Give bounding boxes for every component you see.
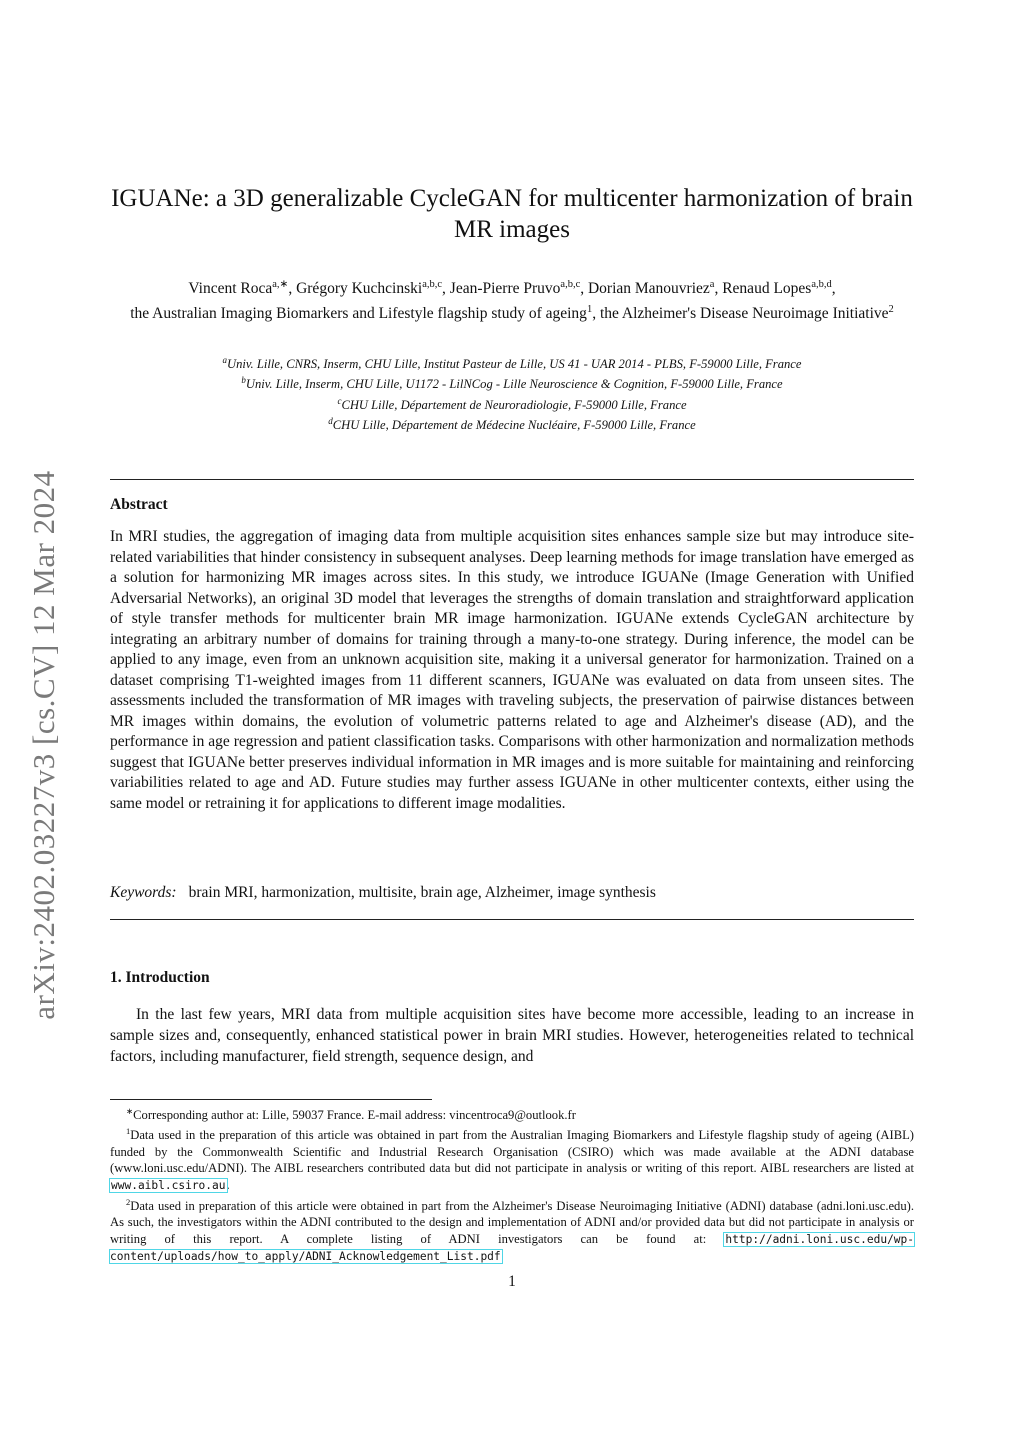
abstract-text: In MRI studies, the aggregation of imaging data from multiple acquisition sites enhances sample size but may introduce site-related variabilities that hinder consistency in subsequent analyses. Deep learning methods for image translation have emerged as a solution for harmonizing MR images across sites. In this study, we introduce IGUANe (Image Generation with Unified Adversarial Networks), an original 3D model that leverages the strengths of domain translation and straightforward application of style transfer methods for multicenter brain MR image harmonization. IGUANe extends CycleGAN architecture by integrating an arbitrary number of domains for training through a many-to-one strategy. During inference, the model can be applied to any image, even from an unknown acquisition site, making it a universal generator for harmonization. Trained on a dataset comprising T1-weighted images from 11 different scanners, IGUANe was evaluated on data from unseen sites. The assessments included the transformation of MR images with traveling subjects, the preservation of pairwise distances between MR images within domains, the evolution of volumetric patterns related to age and Alzheimer's disease (AD), and the performance in age regression and patient classification tasks. Comparisons with other harmonization and normalization methods suggest that IGUANe better preserves individual information in MR images and is more suitable for maintaining and reinforcing variabilities related to age and AD. Future studies may further assess IGUANe in other multicenter contexts, either using the same model or retraining it for applications to different image modalities. [110,528,914,812]
introduction-paragraph: In the last few years, MRI data from multiple acquisition sites have become more accessible, leading to an increase in sample sizes and, consequently, enhanced statistical power in brain MRI studies. However, heterogeneities related to technical factors, including manufacturer, field strength, sequence design, and [110,1006,914,1065]
affiliation-text: Univ. Lille, CNRS, Inserm, CHU Lille, Institut Pasteur de Lille, US 41 - UAR 2014 - PLBS, F-59000 Lille, France [227,357,802,372]
footnote-corresponding [110,1103,914,1123]
footnote-2 [110,1194,914,1265]
footnote-mark: 2 [126,1196,131,1207]
footnote-text: Corresponding author at: Lille, 59037 France. E-mail address: vincentroca9@outlook.fr [133,1108,576,1123]
affiliation-item [110,352,914,372]
footnote-text: Data used in preparation of this article were obtained in part from the Alzheimer's Disease Neuroimaging Initiative (ADNI) database (adni.loni.usc.edu). As such, the investigators within the ADNI contributed to the design and implementation of ADNI and/or provided data but did not participate in analysis or writing of this report. A complete listing of ADNI investigators can be found at: [110,1199,914,1246]
paper-title: IGUANe: a 3D generalizable CycleGAN for multicenter harmonization of brain MR images [111,185,913,243]
author-name: Jean-Pierre Pruvo [449,280,561,298]
footnote-1: $^1$Data used in the preparation of this article was obtained in part from the Australian Imaging Biomarkers and Lifestyle flagship study of ageing (AIBL) funded by the Commonwealth Scientific and Industrial Research Organisation (CSIRO) which was made available at the ADNI database (www.loni.usc.edu/ADNI). The AIBL researchers contributed data but did not participate in analysis or writing of this report. AIBL researchers are listed at www.aibl.csiro.au. [110,1126,914,1192]
author-affil-mark[interactable]: a,∗ [272,279,289,290]
footnote-rule [110,1099,432,1100]
footnote-ref[interactable]: 1 [586,304,593,316]
aibl-link[interactable]: www.aibl.csiro.au [111,1178,226,1192]
footnote-mark: 1 [126,1126,131,1137]
author-name: Renaud Lopes [722,280,812,298]
author-name: Dorian Manouvriez [587,280,710,298]
footnotes [110,1103,914,1265]
arxiv-side-stamp [16,445,72,1045]
affiliation-text: CHU Lille, Département de Médecine Nucléaire, F-59000 Lille, France [332,418,696,433]
affiliation-text: CHU Lille, Département de Neuroradiologie, F-59000 Lille, France [341,398,687,413]
author-affil-mark[interactable]: a [709,279,715,290]
abstract-top-rule [110,479,914,480]
author-list: Vincent Roca$^{a,∗}$, Grégory Kuchcinski$^{a,b,c}$, Jean-Pierre Pruvo$^{a,b,c}$, Dorian Manouvriez$^a$, Renaud Lopes$^{a,b,d}$, the Australian Imaging Biomarkers and Lifestyle flagship study of ageing$^1$, the Alzheimer's Disease Neuroimage Initiative$^2$ [130,279,894,323]
author-affil-mark[interactable]: a,b,d [811,279,832,290]
affiliation-mark: b [241,375,246,386]
keywords-line [110,884,914,902]
affiliation-mark: a [222,355,227,365]
affiliation-item [110,393,914,413]
abstract-bottom-rule [110,919,914,920]
footnote-mark: ∗ [126,1106,134,1116]
arxiv-identifier[interactable]: arXiv:2402.03227v3 [cs.CV] 12 Mar 2024 [26,470,61,1020]
abstract-heading: Abstract [110,496,168,513]
section-heading-introduction: 1. Introduction [110,969,210,986]
keywords-text: brain MRI, harmonization, multisite, brain age, Alzheimer, image synthesis [188,884,656,901]
affiliation-text: Univ. Lille, Inserm, CHU Lille, U1172 - LilNCog - Lille Neuroscience & Cognition, F-59000 Lille, France [245,377,783,392]
author-name: Grégory Kuchcinski [296,280,423,298]
keywords-label: Keywords: [110,884,177,901]
affiliation-item [110,413,914,433]
affiliation-item [110,372,914,392]
affiliation-list [110,352,914,434]
author-affil-mark[interactable]: a,b,c [422,279,443,290]
group-author-name: the Alzheimer's Disease Neuroimage Initiative [599,305,889,323]
page-number: 1 [508,1273,516,1290]
affiliation-mark: d [328,416,333,427]
group-author-name: the Australian Imaging Biomarkers and Lifestyle flagship study of ageing [130,305,587,323]
author-name: Vincent Roca [188,280,273,298]
adni-acknowledgement-link[interactable]: http://adni.loni.usc.edu/wp-content/uploads/how_to_apply/ADNI_Acknowledgement_List.pdf [110,1232,915,1263]
affiliation-mark: c [337,395,342,406]
author-affil-mark[interactable]: a,b,c [560,279,581,290]
footnote-ref[interactable]: 2 [888,304,894,316]
footnote-text: Data used in the preparation of this article was obtained in part from the Australian Imaging Biomarkers and Lifestyle flagship study of ageing (AIBL) funded by the Commonwealth Scientific and Industrial Research Organisation (CSIRO) which was made available at the ADNI database (www.loni.usc.edu/ADNI). The AIBL researchers contributed data but did not participate in analysis or writing of this report. AIBL researchers are listed at [110,1128,914,1176]
